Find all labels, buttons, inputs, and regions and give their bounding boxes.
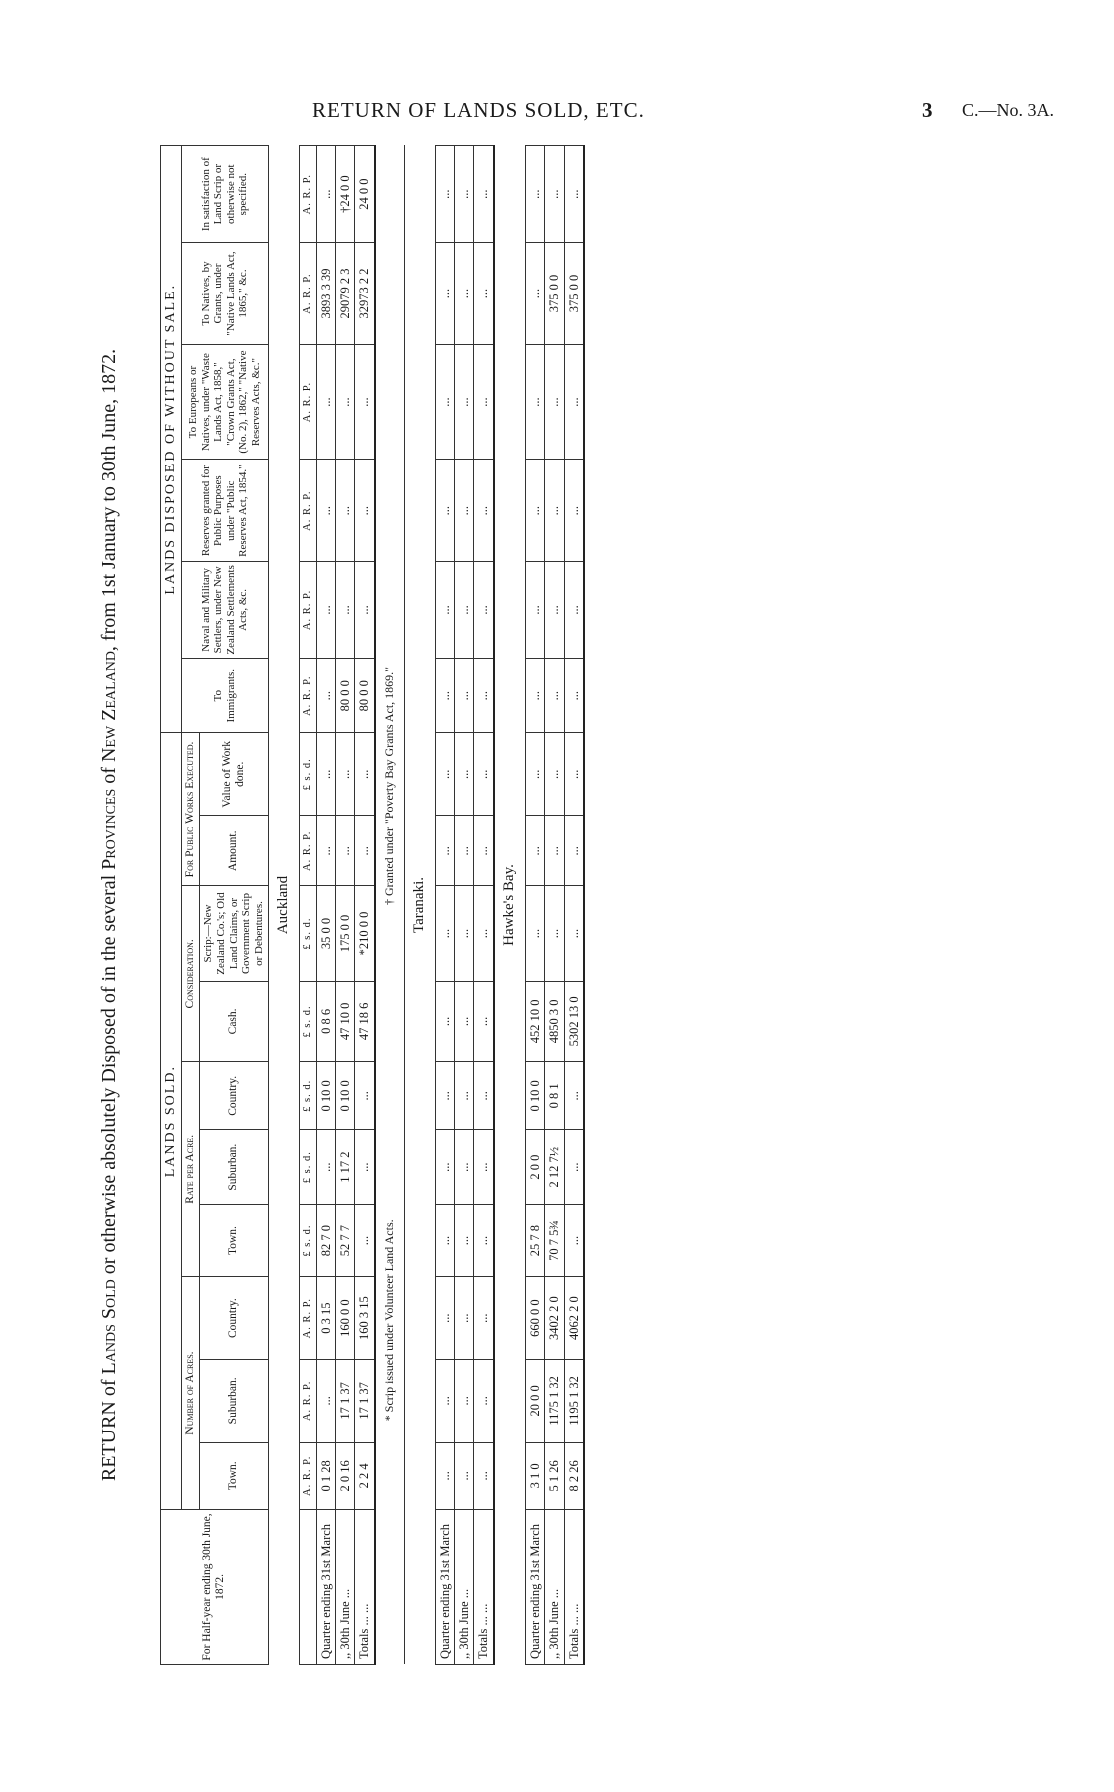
table-cell: ... [474, 1442, 494, 1509]
table-cell: 0 3 15 [316, 1277, 335, 1360]
table-cell: 4850 3 0 [545, 981, 564, 1062]
table-cell: 80 0 0 [355, 658, 375, 732]
table-cell: ... [435, 1130, 454, 1204]
table-cell: ... [474, 561, 494, 658]
table-cell: ... [564, 344, 584, 460]
table-cell: 3402 2 0 [545, 1277, 564, 1360]
table-cell: ... [474, 658, 494, 732]
table-cell: ... [474, 816, 494, 886]
table-cell: ... [474, 460, 494, 561]
table-cell: 5 1 26 [545, 1442, 564, 1509]
table-cell: 452 10 0 [525, 981, 544, 1062]
table-cell: 175 0 0 [335, 886, 354, 981]
table-cell: 0 10 0 [525, 1062, 544, 1130]
table-cell: ... [525, 733, 544, 816]
table-cell: 47 18 6 [355, 981, 375, 1062]
table-cell: ... [474, 1277, 494, 1360]
table-cell: ... [316, 344, 335, 460]
table-cell: 375 0 0 [545, 243, 564, 344]
table-cell: ... [474, 981, 494, 1062]
table-cell: 5302 13 0 [564, 981, 584, 1062]
document-code: C.—No. 3A. [962, 100, 1055, 120]
table-cell: ... [545, 344, 564, 460]
table-cell: ... [455, 1359, 474, 1442]
table-cell: ... [474, 344, 494, 460]
table-cell: ... [435, 886, 454, 981]
row-label: Totals ... ... [474, 1509, 494, 1664]
table-cell: 47 10 0 [335, 981, 354, 1062]
scrip-header: Scrip:—New Zealand Co.'s; Old Land Claims, or Government Scrip or Debentures. [200, 886, 268, 981]
table-cell: ... [455, 146, 474, 243]
to-immigrants-header: To Immigrants. [182, 658, 268, 732]
table-cell: ... [355, 733, 375, 816]
table-cell: 2 2 4 [355, 1442, 375, 1509]
table-cell: ... [316, 658, 335, 732]
table-cell: 0 8 1 [545, 1062, 564, 1130]
table-cell: ... [545, 816, 564, 886]
table-cell: 2 0 0 [525, 1130, 544, 1204]
table-cell: 52 7 7 [335, 1204, 354, 1276]
row-label: ,, 30th June ... [335, 1509, 354, 1664]
table-cell: ... [525, 243, 544, 344]
to-natives-header: To Natives, by Grants, under "Native Lands Act, 1865," &c. [182, 243, 268, 344]
row-label: Quarter ending 31st March [525, 1509, 544, 1664]
table-cell: 82 7 0 [316, 1204, 335, 1276]
acres-country-header: Country. [200, 1277, 268, 1360]
table-cell: ... [474, 243, 494, 344]
table-body [268, 146, 584, 1665]
table-cell: ... [525, 816, 544, 886]
table-cell: ... [545, 146, 564, 243]
table-cell: ... [355, 1130, 375, 1204]
rate-country-header: Country. [200, 1062, 268, 1130]
province-name: Auckland [268, 146, 299, 1665]
table-cell: 17 1 37 [355, 1359, 375, 1442]
rate-per-acre-header: Rate per Acre. [182, 1062, 200, 1277]
table-cell: ... [545, 561, 564, 658]
table-cell: ... [455, 1130, 474, 1204]
province-heading [268, 146, 299, 1665]
table-cell: ... [455, 816, 474, 886]
table-cell: ... [435, 243, 454, 344]
period-column-header: For Half-year ending 30th June, 1872. [161, 1509, 269, 1664]
table-cell: ... [316, 460, 335, 561]
amount-header: Amount. [200, 816, 268, 886]
table-cell: 70 7 5¾ [545, 1204, 564, 1276]
table-cell: *210 0 0 [355, 886, 375, 981]
table-cell: ... [455, 344, 474, 460]
province-heading [494, 146, 526, 1665]
table-cell: ... [335, 733, 354, 816]
table-cell: ... [525, 658, 544, 732]
table-row [435, 146, 454, 1665]
table-cell: 1175 1 32 [545, 1359, 564, 1442]
table-cell: ... [435, 344, 454, 460]
table-cell: ... [435, 1277, 454, 1360]
table-cell: 8 2 26 [564, 1442, 584, 1509]
table-cell: 2 0 16 [335, 1442, 354, 1509]
table-cell: 0 10 0 [316, 1062, 335, 1130]
table-cell: 1 17 2 [335, 1130, 354, 1204]
table-cell: 24 0 0 [355, 146, 375, 243]
page-number: 3 [922, 98, 933, 122]
table-cell: 660 0 0 [525, 1277, 544, 1360]
lands-disposed-header: LANDS DISPOSED OF WITHOUT SALE. [161, 146, 182, 733]
naval-military-header: Naval and Military Settlers, under New Zealand Settlements Acts, &c. [182, 561, 268, 658]
acres-suburban-header: Suburban. [200, 1359, 268, 1442]
table-cell: ... [525, 561, 544, 658]
land-scrip-header: In satisfaction of Land Scrip or otherwise not specified. [182, 146, 268, 243]
table-row [335, 146, 354, 1665]
reserves-header: Reserves granted for Public Purposes under "Public Reserves Act, 1854." [182, 460, 268, 561]
table-row [525, 146, 544, 1665]
rate-suburban-header: Suburban. [200, 1130, 268, 1204]
table-cell: ... [435, 981, 454, 1062]
table-cell: ... [435, 561, 454, 658]
table-cell: ... [435, 146, 454, 243]
table-cell: ... [435, 658, 454, 732]
table-cell: ... [455, 243, 474, 344]
table-cell: 1195 1 32 [564, 1359, 584, 1442]
table-cell: ... [435, 1359, 454, 1442]
table-cell: ... [474, 146, 494, 243]
table-cell: ... [355, 561, 375, 658]
page-header [0, 98, 1114, 128]
units-row: A. R. P. A. R. P. A. R. P. £ s. d. £ s. d. £ s. d. £ s. d. £ s. d. A. R. P. £ s. d. A. R. P. A. R. P. A. R. P. A. R. P. A. R. P. A. R. P. [299, 146, 316, 1665]
table-cell: ... [316, 1359, 335, 1442]
table-cell: 32973 2 2 [355, 243, 375, 344]
table-cell: 160 0 0 [335, 1277, 354, 1360]
public-works-header: For Public Works Executed. [182, 733, 200, 886]
table-cell: 0 1 28 [316, 1442, 335, 1509]
table-cell: ... [474, 886, 494, 981]
value-of-work-header: Value of Work done. [200, 733, 268, 816]
row-label: ,, 30th June ... [545, 1509, 564, 1664]
table-cell: ... [545, 658, 564, 732]
table-cell: ... [335, 561, 354, 658]
table-cell: ... [525, 344, 544, 460]
table-cell: ... [455, 1062, 474, 1130]
number-of-acres-header: Number of Acres. [182, 1277, 200, 1510]
table-cell: ... [335, 344, 354, 460]
table-cell: 3893 3 39 [316, 243, 335, 344]
table-cell: ... [435, 733, 454, 816]
table-cell: ... [335, 460, 354, 561]
table-cell: ... [355, 1062, 375, 1130]
row-label: Quarter ending 31st March [316, 1509, 335, 1664]
table-cell: 29079 2 3 [335, 243, 354, 344]
europeans-natives-header: To Europeans or Natives, under "Waste Lands Act, 1858," "Crown Grants Act, (No. 2), 1862," "Native Reserves Acts, &c." [182, 344, 268, 460]
province-heading [404, 146, 435, 1665]
table-cell: ... [335, 816, 354, 886]
table-cell: ... [455, 561, 474, 658]
lands-return-table [160, 145, 585, 1665]
table-cell: ... [525, 460, 544, 561]
table-cell: ... [474, 1204, 494, 1276]
table-cell: ... [355, 460, 375, 561]
table-cell: ... [564, 1204, 584, 1276]
table-row [545, 146, 564, 1665]
table-cell: ... [316, 816, 335, 886]
table-cell: ... [435, 1204, 454, 1276]
table-cell: ... [525, 886, 544, 981]
table-cell: †24 0 0 [335, 146, 354, 243]
row-label: Totals ... ... [564, 1509, 584, 1664]
table-cell: 17 1 37 [335, 1359, 354, 1442]
running-title: RETURN OF LANDS SOLD, ETC. [312, 98, 645, 122]
cash-header: Cash. [200, 981, 268, 1062]
table-cell: ... [455, 460, 474, 561]
table-cell: 25 7 8 [525, 1204, 544, 1276]
footnote-scrip: * Scrip issued under Volunteer Land Acts. [381, 1219, 396, 1422]
row-label: Quarter ending 31st March [435, 1509, 454, 1664]
rate-town-header: Town. [200, 1204, 268, 1276]
table-cell: ... [455, 733, 474, 816]
table-cell: ... [525, 146, 544, 243]
table-cell: ... [455, 1277, 474, 1360]
row-label: Totals ... ... [355, 1509, 375, 1664]
table-row [355, 146, 375, 1665]
table-cell: ... [564, 561, 584, 658]
table-cell: 80 0 0 [335, 658, 354, 732]
table-cell: ... [316, 1130, 335, 1204]
table-cell: 0 10 0 [335, 1062, 354, 1130]
acres-town-header: Town. [200, 1442, 268, 1509]
table-row [455, 146, 474, 1665]
table-cell: 375 0 0 [564, 243, 584, 344]
table-cell: ... [474, 1130, 494, 1204]
table-cell: ... [564, 886, 584, 981]
table-cell: 3 1 0 [525, 1442, 544, 1509]
table-cell: ... [474, 1062, 494, 1130]
table-cell: ... [545, 733, 564, 816]
table-row [474, 146, 494, 1665]
row-label: ,, 30th June ... [455, 1509, 474, 1664]
table-cell: 35 0 0 [316, 886, 335, 981]
table-cell: ... [455, 886, 474, 981]
province-name: Taranaki. [404, 146, 435, 1665]
table-cell: ... [355, 344, 375, 460]
table-cell: ... [316, 733, 335, 816]
table-cell: 0 8 6 [316, 981, 335, 1062]
table-cell: ... [545, 886, 564, 981]
table-cell: ... [474, 1359, 494, 1442]
table-cell: 20 0 0 [525, 1359, 544, 1442]
table-cell: ... [455, 981, 474, 1062]
table-cell: ... [455, 1442, 474, 1509]
table-cell: ... [564, 816, 584, 886]
table-row [564, 146, 584, 1665]
province-name: Hawke's Bay. [494, 146, 526, 1665]
table-cell: ... [564, 658, 584, 732]
table-cell: ... [435, 460, 454, 561]
table-cell: ... [564, 460, 584, 561]
table-cell: ... [435, 1062, 454, 1130]
table-cell: ... [564, 1130, 584, 1204]
table-cell: 4062 2 0 [564, 1277, 584, 1360]
table-cell: ... [316, 146, 335, 243]
table-cell: ... [564, 146, 584, 243]
table-cell: ... [474, 733, 494, 816]
table-cell: ... [355, 1204, 375, 1276]
rotated-return-table [98, 135, 898, 1695]
consideration-header: Consideration. [182, 886, 200, 1062]
footnotes-row [375, 146, 405, 1665]
footnote-granted: † Granted under "Poverty Bay Grants Act, 1869." [381, 666, 396, 905]
table-caption: RETURN of Lands Sold or otherwise absolutely Disposed of in the several Provinces of New Zealand, from 1st January to 30th June, 1872. [98, 348, 120, 1482]
table-cell: ... [455, 658, 474, 732]
table-cell: ... [316, 561, 335, 658]
table-cell: ... [455, 1204, 474, 1276]
table-cell: ... [545, 460, 564, 561]
table-cell: ... [435, 816, 454, 886]
table-cell: ... [355, 816, 375, 886]
table-cell: ... [564, 733, 584, 816]
table-cell: ... [564, 1062, 584, 1130]
table-cell: 160 3 15 [355, 1277, 375, 1360]
lands-sold-header: LANDS SOLD. [161, 733, 182, 1509]
table-cell: ... [435, 1442, 454, 1509]
table-cell: 2 12 7½ [545, 1130, 564, 1204]
table-row [316, 146, 335, 1665]
